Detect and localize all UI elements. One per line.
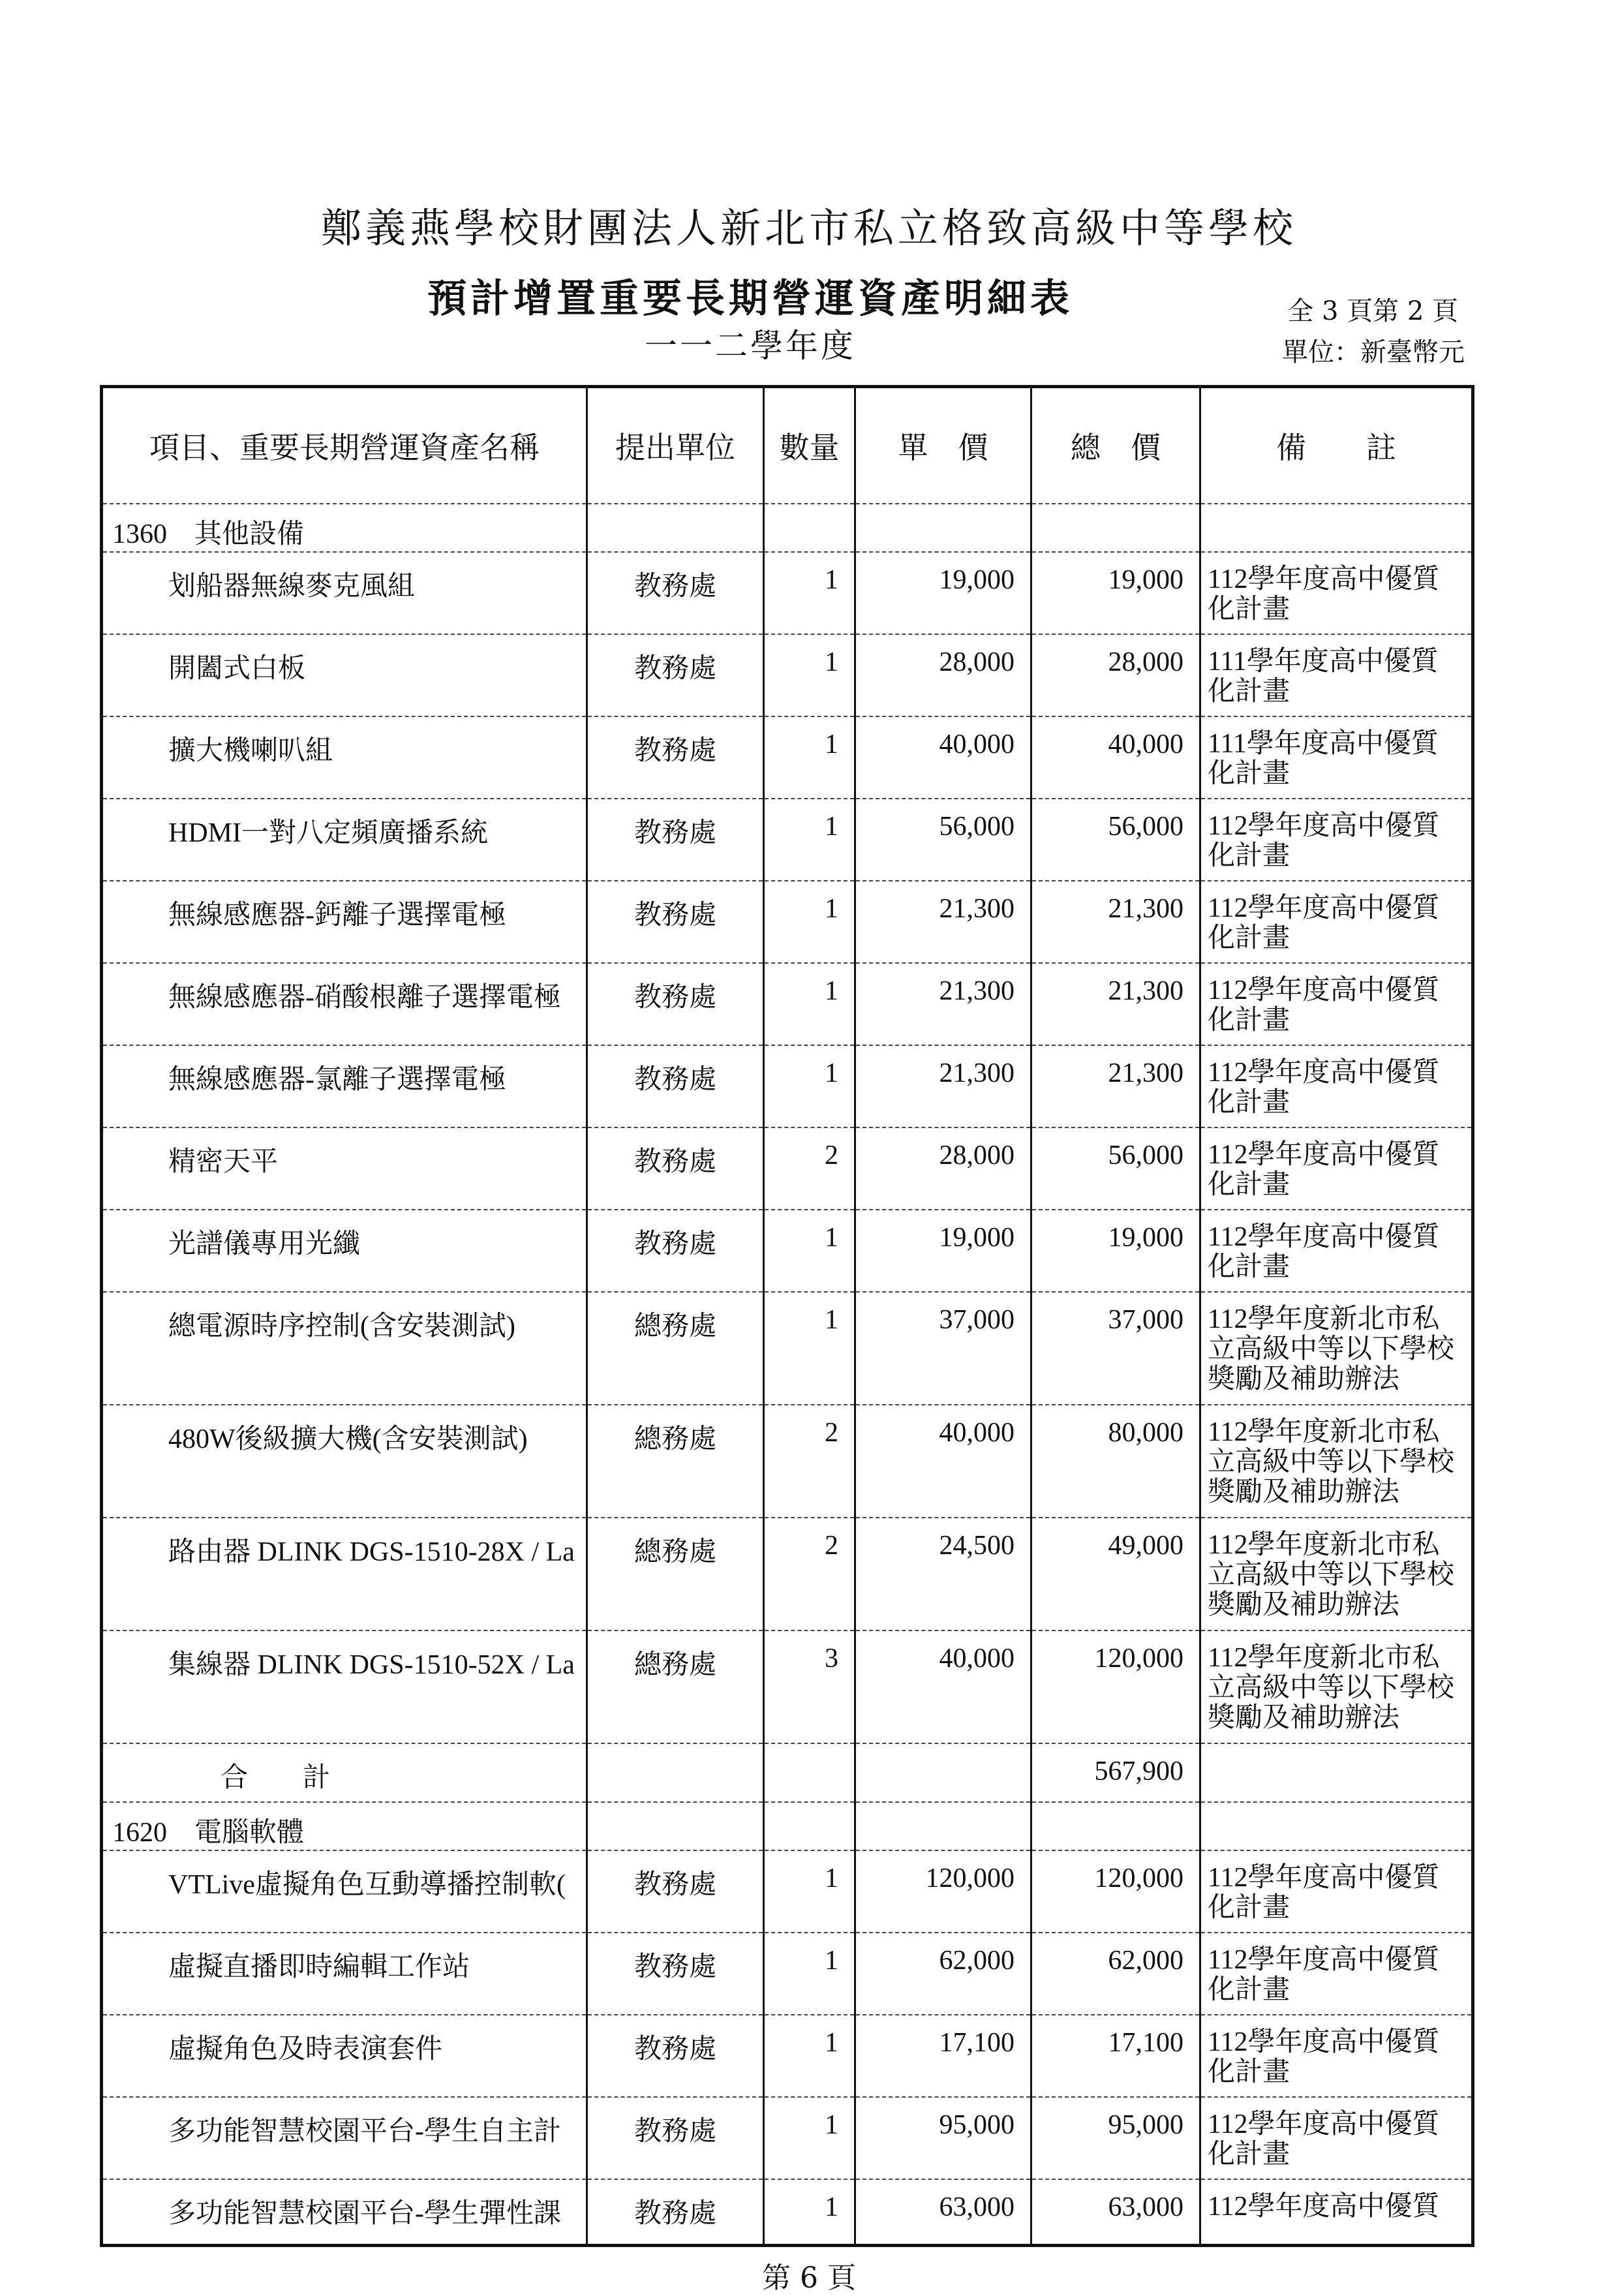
- category-row: [102, 1802, 1473, 1850]
- table-row: [102, 1405, 1473, 1518]
- item-name: 精密天平: [102, 1127, 587, 1210]
- item-note: 112學年度高中優質化計畫: [1200, 1045, 1473, 1127]
- item-price: 40,000: [855, 716, 1031, 799]
- item-total: 40,000: [1031, 716, 1200, 799]
- item-price: 120,000: [855, 1850, 1031, 1933]
- item-dept: 教務處: [587, 1127, 764, 1210]
- item-qty: [764, 1802, 855, 1850]
- table-row: [102, 1127, 1473, 1210]
- item-dept: 教務處: [587, 881, 764, 963]
- item-total: 19,000: [1031, 552, 1200, 634]
- item-dept: 教務處: [587, 2097, 764, 2179]
- item-price: 19,000: [855, 1210, 1031, 1292]
- item-total: 567,900: [1031, 1743, 1200, 1802]
- item-name: 划船器無線麥克風組: [102, 552, 587, 634]
- item-note: 112學年度新北市私立高級中等以下學校獎勵及補助辦法: [1200, 1630, 1473, 1743]
- table-row: [102, 881, 1473, 963]
- academic-year: 一一二學年度: [645, 327, 856, 365]
- item-dept: 教務處: [587, 716, 764, 799]
- item-total: 120,000: [1031, 1630, 1200, 1743]
- item-qty: 1: [764, 799, 855, 881]
- item-dept: 總務處: [587, 1405, 764, 1518]
- item-qty: 1: [764, 552, 855, 634]
- item-name: 480W後級擴大機(含安裝測試): [102, 1405, 587, 1518]
- item-name: 無線感應器-硝酸根離子選擇電極: [102, 963, 587, 1045]
- item-price: 40,000: [855, 1405, 1031, 1518]
- item-qty: [764, 1743, 855, 1802]
- table-row: [102, 634, 1473, 716]
- subtotal-row: [102, 1743, 1473, 1802]
- item-total: 80,000: [1031, 1405, 1200, 1518]
- item-price: 95,000: [855, 2097, 1031, 2179]
- item-dept: 總務處: [587, 1292, 764, 1405]
- item-note: 112學年度新北市私立高級中等以下學校獎勵及補助辦法: [1200, 1405, 1473, 1518]
- item-name: 多功能智慧校園平台-學生自主計: [102, 2097, 587, 2179]
- table-row: [102, 716, 1473, 799]
- item-price: [855, 504, 1031, 552]
- item-name: 1360 其他設備: [102, 504, 587, 552]
- table-row: [102, 963, 1473, 1045]
- item-note: 112學年度高中優質化計畫: [1200, 1933, 1473, 2015]
- col-header-name: 項目、重要長期營運資產名稱: [102, 387, 587, 504]
- item-total: 56,000: [1031, 1127, 1200, 1210]
- item-dept: 教務處: [587, 963, 764, 1045]
- item-dept: [587, 504, 764, 552]
- item-dept: 教務處: [587, 634, 764, 716]
- item-price: 21,300: [855, 1045, 1031, 1127]
- item-name: 虛擬角色及時表演套件: [102, 2015, 587, 2097]
- item-dept: 教務處: [587, 2015, 764, 2097]
- item-dept: [587, 1743, 764, 1802]
- table-row: [102, 2097, 1473, 2179]
- item-qty: 3: [764, 1630, 855, 1743]
- table-row: [102, 2015, 1473, 2097]
- item-total: 120,000: [1031, 1850, 1200, 1933]
- item-note: 112學年度新北市私立高級中等以下學校獎勵及補助辦法: [1200, 1292, 1473, 1405]
- col-header-note: 備 註: [1200, 387, 1473, 504]
- item-total: 17,100: [1031, 2015, 1200, 2097]
- item-price: 24,500: [855, 1518, 1031, 1630]
- item-price: 28,000: [855, 634, 1031, 716]
- item-price: [855, 1743, 1031, 1802]
- item-name: 多功能智慧校園平台-學生彈性課: [102, 2179, 587, 2246]
- item-note: 111學年度高中優質化計畫: [1200, 716, 1473, 799]
- item-price: 56,000: [855, 799, 1031, 881]
- col-header-total: 總 價: [1031, 387, 1200, 504]
- table-row: [102, 1518, 1473, 1630]
- item-name: 1620 電腦軟體: [102, 1802, 587, 1850]
- item-price: 17,100: [855, 2015, 1031, 2097]
- item-name: 虛擬直播即時編輯工作站: [102, 1933, 587, 2015]
- table-row: [102, 799, 1473, 881]
- item-total: 63,000: [1031, 2179, 1200, 2246]
- item-dept: 教務處: [587, 2179, 764, 2246]
- item-qty: 1: [764, 634, 855, 716]
- table-row: [102, 1045, 1473, 1127]
- item-name: 無線感應器-鈣離子選擇電極: [102, 881, 587, 963]
- item-note: 112學年度高中優質化計畫: [1200, 799, 1473, 881]
- item-total: 37,000: [1031, 1292, 1200, 1405]
- item-price: 21,300: [855, 963, 1031, 1045]
- item-note: 112學年度高中優質化計畫: [1200, 1210, 1473, 1292]
- item-note: 112學年度高中優質化計畫: [1200, 963, 1473, 1045]
- item-total: 95,000: [1031, 2097, 1200, 2179]
- item-total: 21,300: [1031, 1045, 1200, 1127]
- item-note: [1200, 1743, 1473, 1802]
- item-qty: 1: [764, 881, 855, 963]
- item-note: 112學年度高中優質化計畫: [1200, 1850, 1473, 1933]
- item-name: 開闔式白板: [102, 634, 587, 716]
- page-info: 全 3 頁第 2 頁: [1287, 296, 1458, 326]
- item-note: 111學年度高中優質化計畫: [1200, 634, 1473, 716]
- currency-unit: 單位：新臺幣元: [1282, 337, 1465, 367]
- item-qty: 1: [764, 2015, 855, 2097]
- table-row: [102, 2179, 1473, 2246]
- item-qty: 1: [764, 2097, 855, 2179]
- table-row: [102, 1210, 1473, 1292]
- item-price: 21,300: [855, 881, 1031, 963]
- item-name: 合 計: [102, 1743, 587, 1802]
- item-qty: 2: [764, 1518, 855, 1630]
- item-name: 集線器 DLINK DGS-1510-52X / La: [102, 1630, 587, 1743]
- item-dept: 總務處: [587, 1630, 764, 1743]
- item-price: 62,000: [855, 1933, 1031, 2015]
- item-total: 19,000: [1031, 1210, 1200, 1292]
- item-qty: 2: [764, 1127, 855, 1210]
- table-row: [102, 1850, 1473, 1933]
- item-qty: 1: [764, 2179, 855, 2246]
- item-qty: 1: [764, 963, 855, 1045]
- table-row: [102, 1933, 1473, 2015]
- item-note: [1200, 1802, 1473, 1850]
- item-total: 62,000: [1031, 1933, 1200, 2015]
- item-total: [1031, 504, 1200, 552]
- page-number: 第 6 頁: [762, 2261, 856, 2295]
- item-price: 19,000: [855, 552, 1031, 634]
- item-qty: 1: [764, 1933, 855, 2015]
- item-qty: 1: [764, 1292, 855, 1405]
- item-name: 路由器 DLINK DGS-1510-28X / La: [102, 1518, 587, 1630]
- item-dept: 總務處: [587, 1518, 764, 1630]
- item-dept: 教務處: [587, 1210, 764, 1292]
- item-note: 112學年度新北市私立高級中等以下學校獎勵及補助辦法: [1200, 1518, 1473, 1630]
- col-header-price: 單 價: [855, 387, 1031, 504]
- item-qty: 1: [764, 716, 855, 799]
- item-qty: 1: [764, 1210, 855, 1292]
- item-dept: 教務處: [587, 1045, 764, 1127]
- item-price: [855, 1802, 1031, 1850]
- item-total: 21,300: [1031, 963, 1200, 1045]
- item-note: 112學年度高中優質: [1200, 2179, 1473, 2246]
- item-qty: 2: [764, 1405, 855, 1518]
- item-price: 37,000: [855, 1292, 1031, 1405]
- table-header: [102, 387, 1473, 504]
- item-qty: 1: [764, 1850, 855, 1933]
- item-dept: 教務處: [587, 1933, 764, 2015]
- item-name: 光譜儀專用光纖: [102, 1210, 587, 1292]
- item-note: 112學年度高中優質化計畫: [1200, 552, 1473, 634]
- table-row: [102, 1292, 1473, 1405]
- item-dept: 教務處: [587, 1850, 764, 1933]
- item-note: 112學年度高中優質化計畫: [1200, 2097, 1473, 2179]
- document-title: 鄭義燕學校財團法人新北市私立格致高級中等學校: [320, 204, 1297, 252]
- item-total: 56,000: [1031, 799, 1200, 881]
- table-row: [102, 552, 1473, 634]
- item-price: 40,000: [855, 1630, 1031, 1743]
- item-note: [1200, 504, 1473, 552]
- item-dept: [587, 1802, 764, 1850]
- item-note: 112學年度高中優質化計畫: [1200, 1127, 1473, 1210]
- document-subtitle: 預計增置重要長期營運資產明細表: [427, 276, 1073, 322]
- category-row: [102, 504, 1473, 552]
- col-header-qty: 數量: [764, 387, 855, 504]
- item-total: [1031, 1802, 1200, 1850]
- item-total: 21,300: [1031, 881, 1200, 963]
- item-total: 28,000: [1031, 634, 1200, 716]
- asset-table: [100, 385, 1474, 2247]
- item-dept: 教務處: [587, 799, 764, 881]
- item-name: HDMI一對八定頻廣播系統: [102, 799, 587, 881]
- item-total: 49,000: [1031, 1518, 1200, 1630]
- col-header-dept: 提出單位: [587, 387, 764, 504]
- item-name: 擴大機喇叭組: [102, 716, 587, 799]
- item-dept: 教務處: [587, 552, 764, 634]
- table-row: [102, 1630, 1473, 1743]
- item-note: 112學年度高中優質化計畫: [1200, 881, 1473, 963]
- item-name: 無線感應器-氯離子選擇電極: [102, 1045, 587, 1127]
- item-price: 28,000: [855, 1127, 1031, 1210]
- item-name: VTLive虛擬角色互動導播控制軟(: [102, 1850, 587, 1933]
- item-price: 63,000: [855, 2179, 1031, 2246]
- item-name: 總電源時序控制(含安裝測試): [102, 1292, 587, 1405]
- item-qty: [764, 504, 855, 552]
- item-note: 112學年度高中優質化計畫: [1200, 2015, 1473, 2097]
- item-qty: 1: [764, 1045, 855, 1127]
